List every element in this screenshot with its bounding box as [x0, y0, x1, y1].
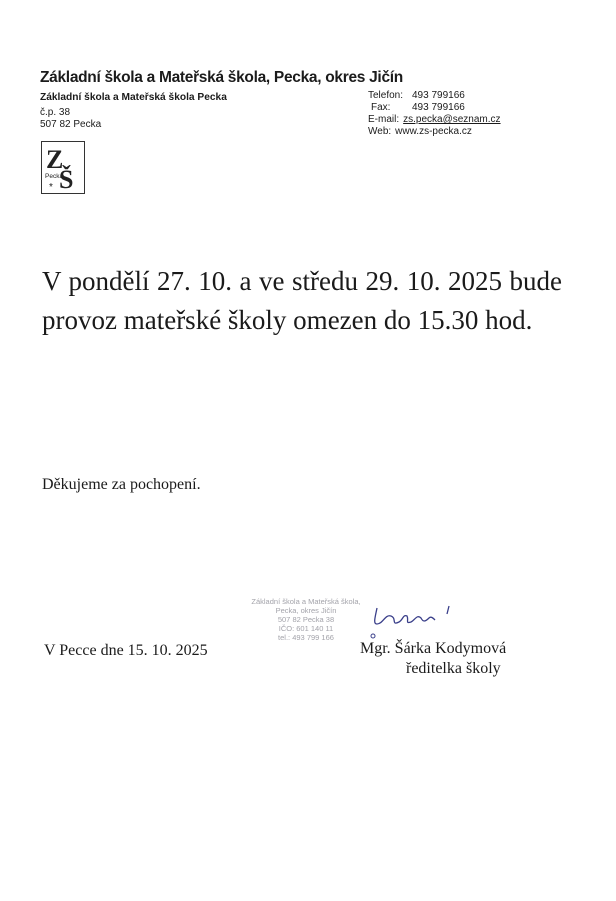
address-postal: 507 82 Pecka	[40, 119, 102, 130]
email-link[interactable]: zs.pecka@seznam.cz	[403, 114, 501, 125]
place-date: V Pecce dne 15. 10. 2025	[44, 642, 208, 659]
contact-fax-value: 493 799166	[412, 102, 465, 113]
signatory-role: ředitelka školy	[406, 660, 501, 677]
contact-phone	[368, 90, 465, 101]
thanks-text: Děkujeme za pochopení.	[42, 476, 201, 493]
address-line: č.p. 38	[40, 107, 71, 118]
contact-web	[368, 126, 472, 137]
svg-text:Z: Z	[46, 145, 64, 174]
logo-caption: Pecka	[45, 173, 64, 180]
contact-email-label: E-mail:	[368, 114, 400, 125]
school-logo	[41, 141, 85, 194]
contact-web-label: Web:	[368, 126, 392, 137]
logo-star: *	[49, 182, 53, 193]
contact-fax-label: Fax:	[371, 102, 391, 113]
stamp-line: 507 82 Pecka 38	[277, 615, 335, 624]
contact-email	[368, 114, 501, 125]
school-title: Základní škola a Mateřská škola, Pecka, okres Jičín	[40, 69, 403, 86]
handwritten-signature	[365, 600, 465, 640]
contact-fax	[368, 102, 465, 113]
logo-graphic	[42, 142, 84, 193]
contact-phone-label: Telefon:	[368, 90, 404, 101]
announcement-text: V pondělí 27. 10. a ve středu 29. 10. 2025 bude provoz mateřské školy omezen do 15.30 hod.	[42, 266, 562, 335]
stamp-line: IČO: 601 140 11	[278, 624, 334, 633]
web-link[interactable]: www.zs-pecka.cz	[395, 126, 472, 137]
svg-text:Š: Š	[59, 165, 74, 193]
signatory-name: Mgr. Šárka Kodymová	[360, 640, 507, 657]
contact-phone-value: 493 799166	[412, 90, 465, 101]
stamp-line: Základní škola a Mateřská škola,	[251, 597, 361, 606]
stamp-line: Pecka, okres Jičín	[275, 606, 337, 615]
stamp-line: tel.: 493 799 166	[278, 633, 334, 642]
school-subtitle: Základní škola a Mateřská škola Pecka	[40, 92, 227, 103]
